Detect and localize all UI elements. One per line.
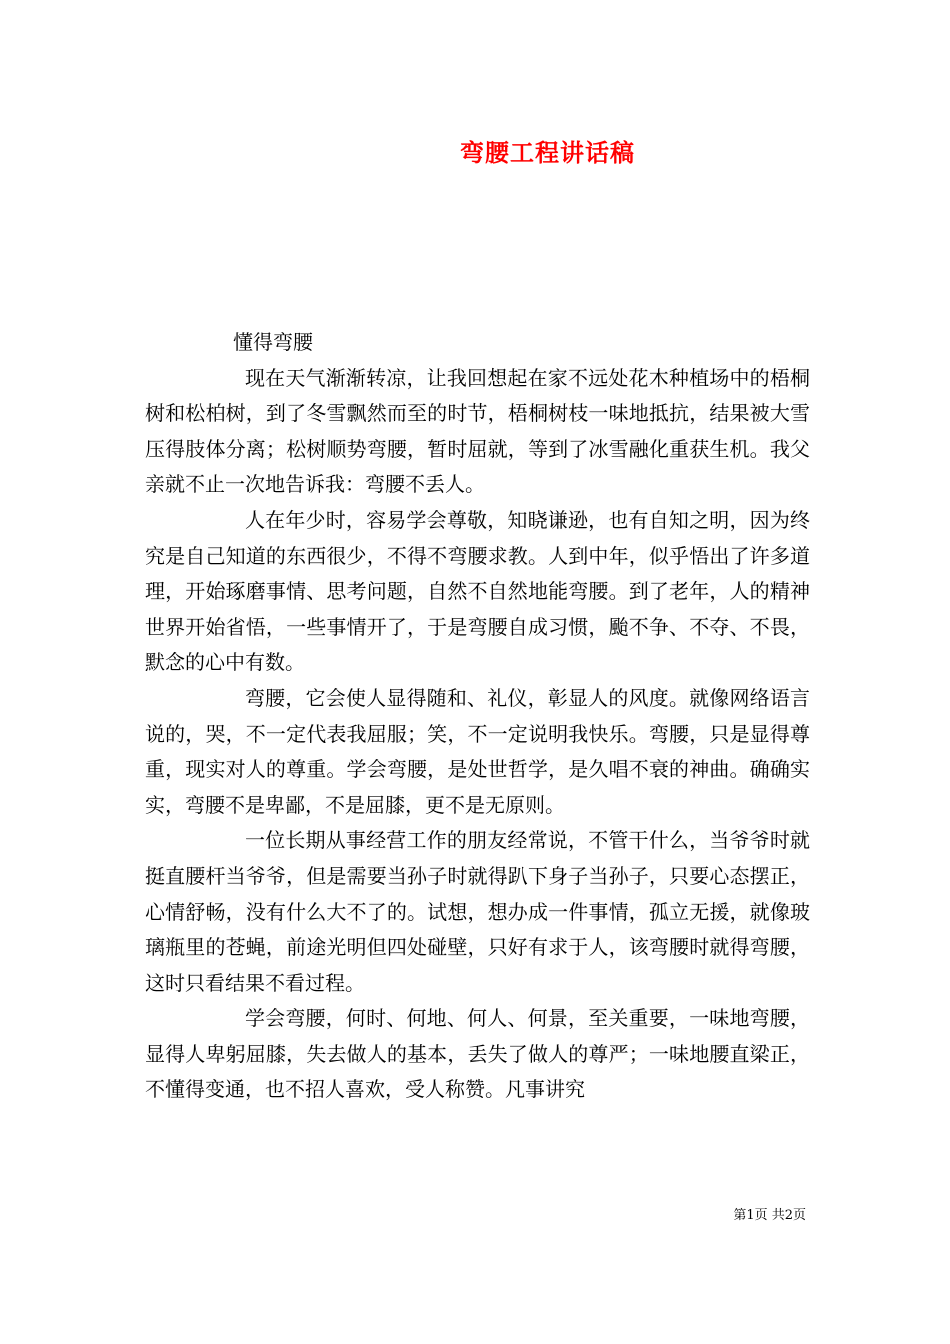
paragraph-1: 现在天气渐渐转凉，让我回想起在家不远处花木种植场中的梧桐树和松柏树，到了冬雪飘然而至的时节，梧桐树枝一味地抵抗，结果被大雪压得肢体分离；松树顺势弯腰，暂时屈就，等到了冰雪融化重获生机。我父亲就不止一次地告诉我：弯腰不丢人。 xyxy=(145,365,810,497)
page-number-footer: 第1页 共2页 xyxy=(733,1208,806,1223)
paragraph-3: 弯腰，它会使人显得随和、礼仪，彰显人的风度。就像网络语言说的，哭，不一定代表我屈服；笑，不一定说明我快乐。弯腰，只是显得尊重，现实对人的尊重。学会弯腰，是处世哲学，是久唱不衰的神曲。确确实实，弯腰不是卑鄙，不是屈膝，更不是无原则。 xyxy=(145,685,810,817)
paragraph-4: 一位长期从事经营工作的朋友经常说，不管干什么，当爷爷时就挺直腰杆当爷爷，但是需要当孙子时就得趴下身子当孙子，只要心态摆正，心情舒畅，没有什么大不了的。试想，想办成一件事情，孤立无援，就像玻璃瓶里的苍蝇，前途光明但四处碰壁，只好有求于人，该弯腰时就得弯腰，这时只看结果不看过程。 xyxy=(145,828,810,995)
paragraph-5: 学会弯腰，何时、何地、何人、何景，至关重要，一味地弯腰，显得人卑躬屈膝，失去做人的基本，丢失了做人的尊严；一味地腰直梁正，不懂得变通，也不招人喜欢，受人称赞。凡事讲究 xyxy=(145,1006,810,1102)
document-body xyxy=(145,325,810,1108)
paragraph-2: 人在年少时，容易学会尊敬，知晓谦逊，也有自知之明，因为终究是自己知道的东西很少，不得不弯腰求教。人到中年，似乎悟出了许多道理，开始琢磨事情、思考问题，自然不自然地能弯腰。到了老年，人的精神世界开始省悟，一些事情开了，于是弯腰自成习惯，颱不争、不夺、不畏，默念的心中有数。 xyxy=(145,507,810,675)
document-title: 弯腰工程讲话稿 xyxy=(460,139,635,167)
section-heading: 懂得弯腰 xyxy=(233,330,313,354)
